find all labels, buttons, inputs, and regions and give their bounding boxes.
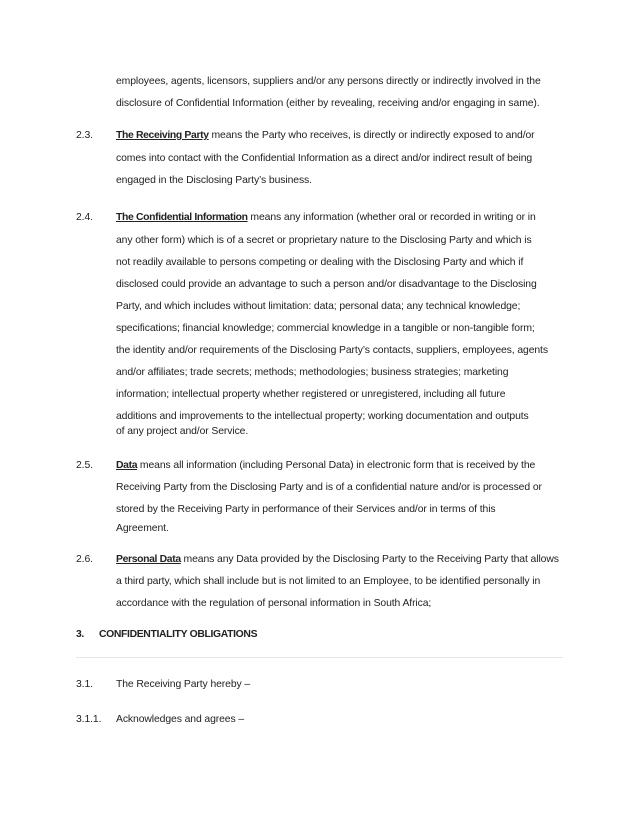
clause-2-4-line: the identity and/or requirements of the Disclosing Party’s contacts, suppliers, employees, agents [116,345,548,356]
item-number-3-1: 3.1. [76,679,93,690]
clause-2-4-first-rest: means any information (whether oral or recorded in writing or in [247,212,536,223]
clause-2-6-line: accordance with the regulation of personal information in South Africa; [116,598,432,609]
defined-term-data: Data [116,460,138,471]
intro-line-2: disclosure of Confidential Information (either by revealing, receiving and/or engaging in same). [116,98,540,109]
defined-term-personal-data: Personal Data [116,554,181,565]
intro-line-1: employees, agents, licensors, suppliers and/or any persons directly or indirectly involved in the [116,76,541,87]
clause-number-2-4: 2.4. [76,212,93,223]
item-3-1-text: The Receiving Party hereby – [116,679,251,690]
item-number-3-1-1: 3.1.1. [76,714,102,725]
clause-2-5-line: Agreement. [116,523,169,534]
defined-term-receiving-party: The Receiving Party [116,130,209,141]
clause-2-4-line: specifications; financial knowledge; commercial knowledge in a tangible or non-tangible form; [116,323,535,334]
clause-2-3-line: comes into contact with the Confidential Information as a direct and/or indirect result of being [116,153,533,164]
section-divider [76,657,563,658]
clause-2-4-line: and/or affiliates; trade secrets; methods; methodologies; business strategies; marketing [116,367,509,378]
section-number: 3. [76,629,84,640]
clause-2-4-line: additions and improvements to the intellectual property; working documentation and outputs [116,411,529,422]
clause-2-5-line: Receiving Party from the Disclosing Party and is of a confidential nature and/or is processed or [116,482,542,493]
clause-2-3-line: engaged in the Disclosing Party’s business. [116,175,312,186]
clause-2-4-line: disclosed could provide an advantage to such a person and/or disadvantage to the Disclosing [116,279,537,290]
section-heading [76,629,257,640]
clause-2-4-line: information; intellectual property whether registered or unregistered, including all future [116,389,506,400]
clause-2-4-first-line [116,211,536,225]
clause-2-4-line: any other form) which is of a secret or proprietary nature to the Disclosing Party and which is [116,235,532,246]
clause-number-2-6: 2.6. [76,554,93,565]
clause-2-4-line: of any project and/or Service. [116,426,249,437]
clause-number-2-3: 2.3. [76,130,93,141]
clause-2-6-first-line [116,553,559,567]
clause-2-6-first-rest: means any Data provided by the Disclosing Party to the Receiving Party that allows [180,554,559,565]
defined-term-confidential-information: The Confidential Information [116,212,248,223]
clause-2-3-first-line [116,129,535,143]
clause-2-5-line: stored by the Receiving Party in performance of their Services and/or in terms of this [116,504,496,515]
clause-2-4-line: Party, and which includes without limitation: data; personal data; any technical knowledge; [116,301,521,312]
clause-2-6-line: a third party, which shall include but is not limited to an Employee, to be identified personally in [116,576,541,587]
clause-2-3-first-rest: means the Party who receives, is directly or indirectly exposed to and/or [208,130,535,141]
section-title: CONFIDENTIALITY OBLIGATIONS [99,629,258,640]
item-3-1-1-text: Acknowledges and agrees – [116,714,245,725]
clause-number-2-5: 2.5. [76,460,93,471]
clause-2-5-first-rest: means all information (including Personal Data) in electronic form that is received by the [137,460,536,471]
clause-2-5-first-line [116,459,535,473]
clause-2-4-line: not readily available to persons competing or dealing with the Disclosing Party and which if [116,257,524,268]
